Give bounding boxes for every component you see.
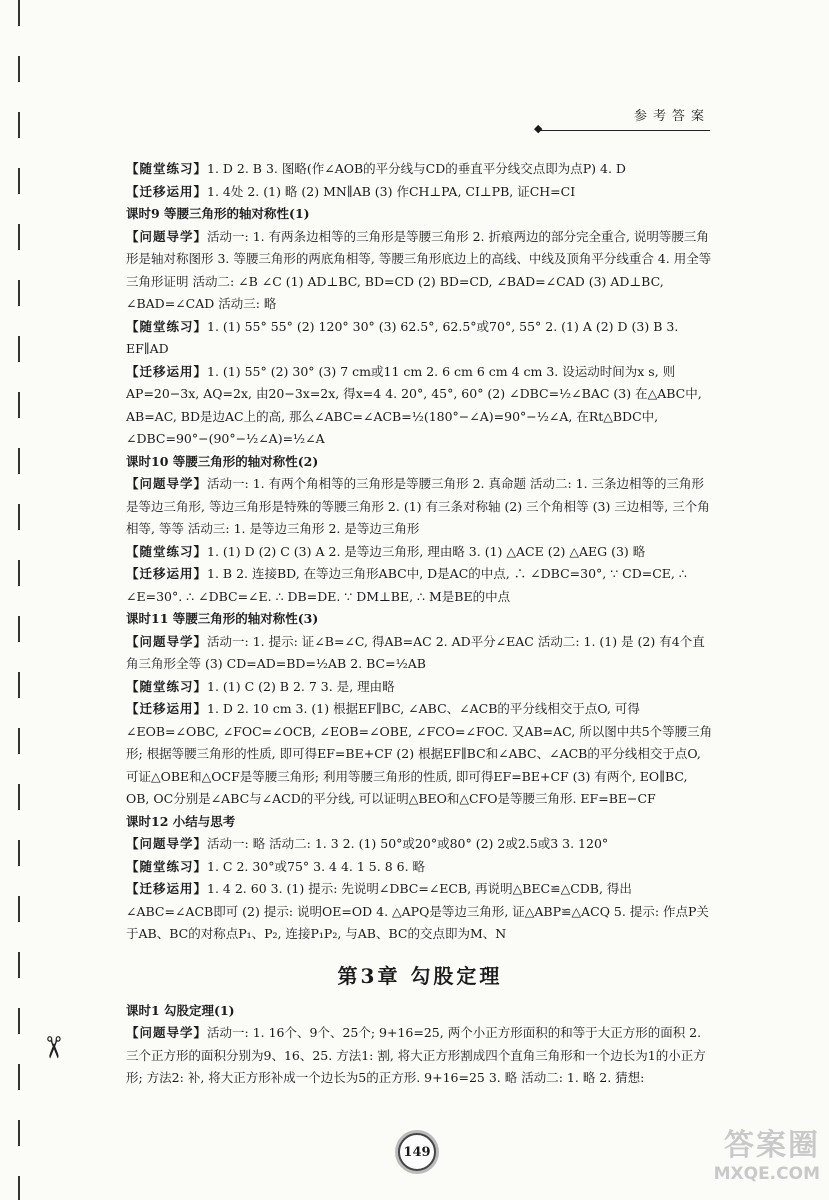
answer-text: 1. (1) C (2) B 2. 7 3. 是, 理由略 [207,678,395,694]
answer-paragraph [126,1022,714,1090]
section-tag: 【迁移运用】 [126,363,208,379]
answer-text: 1. (1) D (2) C (3) A 2. 是等边三角形, 理由略 3. (1) △ACE (2) △AEG (3) 略 [207,543,646,559]
answer-text: 活动一: 略 活动二: 1. 3 2. (1) 50°或20°或80° (2) 2或2.5或3 3. 120° [207,836,609,851]
answer-paragraph [126,833,714,856]
answer-paragraph [126,878,714,946]
section-tag: 【问题导学】 [126,836,208,851]
watermark [690,1120,820,1184]
answer-paragraph [126,631,714,676]
answer-paragraph [126,158,714,181]
section-tag: 【问题导学】 [126,228,208,244]
answer-paragraph [126,563,714,608]
answer-text: 1. B 2. 连接BD, 在等边三角形ABC中, D是AC的中点, ∴ ∠DBC=30°, ∵ CD=CE, ∴ ∠E=30°. ∴ ∠DBC=∠E. ∴ DB=DE. ∵ DM⊥BE, ∴ M是BE的中点 [126,566,687,604]
answer-paragraph [126,473,714,541]
section-tag: 【迁移运用】 [126,183,208,199]
answer-text: 1. 4处 2. (1) 略 (2) MN∥AB (3) 作CH⊥PA, CI⊥PB, 证CH=CI [207,183,576,199]
section-tag: 【随堂练习】 [126,543,208,559]
page-header [540,105,710,131]
section-tag: 【随堂练习】 [126,678,208,694]
page-number: 149 [398,1133,436,1171]
answer-content [126,158,714,1090]
answer-text: 1. C 2. 30°或75° 3. 4 4. 1 5. 8 6. 略 [207,858,426,874]
lesson-heading: 课时10 等腰三角形的轴对称性(2) [126,453,319,469]
section-tag: 【随堂练习】 [126,858,208,874]
answer-text: 1. 4 2. 60 3. (1) 提示: 先说明∠DBC=∠ECB, 再说明△BEC≌△CDB, 得出∠ABC=∠ACB即可 (2) 提示: 说明OE=OD 4. △APQ是等边三角形, 证△ABP≌△ACQ 5. 提示: 作点P关于AB、BC的对称点P₁、P₂, 连接P₁P₂, 与AB、BC的交点即为M、N [126,881,709,941]
answer-text: 活动一: 1. 有两条边相等的三角形是等腰三角形 2. 折痕两边的部分完全重合, 说明等腰三角形是轴对称图形 3. 等腰三角形的两底角相等, 等腰三角形底边上的高线、中线及顶角平分线重合 4. 用全等三角形证明 活动二: ∠B ∠C (1) AD⊥BC, BD=CD (2) BD=CD, ∠BAD=∠CAD (3) AD⊥BC, ∠BAD=∠CAD 活动三: 略 [126,228,712,311]
lesson-heading: 课时12 小结与思考 [126,813,236,829]
answer-paragraph [126,316,714,361]
watermark-url: MXQE.COM [713,1164,820,1184]
answer-text: 活动一: 1. 16个、9个、25个; 9+16=25, 两个小正方形面积的和等于大正方形的面积 2. 三个正方形的面积分别为9、16、25. 方法1: 割, 将大正方形割成四个直角三角形和一个边长为1的小正方形; 方法2: 补, 将大正方形补成一个边长为5的正方形. 9+16=25 3. 略 活动二: 1. 略 2. 猜想: [126,1025,706,1085]
section-tag: 【迁移运用】 [126,566,208,581]
scissors-icon: ✂ [35,1034,71,1061]
lesson-heading: 课时11 等腰三角形的轴对称性(3) [126,611,319,626]
answer-text: 活动一: 1. 提示: 证∠B=∠C, 得AB=AC 2. AD平分∠EAC 活动二: 1. (1) 是 (2) 有4个直角三角形全等 (3) CD=AD=BD=½AB 2. BC=½AB [126,633,705,671]
answer-text: 1. D 2. B 3. 图略(作∠AOB的平分线与CD的垂直平分线交点即为点P) 4. D [207,161,626,176]
header-rule [540,130,710,131]
section-tag: 【随堂练习】 [126,161,208,176]
watermark-logo-text: 答案圈 [724,1128,820,1163]
answer-text: 1. D 2. 10 cm 3. (1) 根据EF∥BC, ∠ABC、∠ACB的平分线相交于点O, 可得∠EOB=∠OBC, ∠FOC=∠OCB, ∠EOB=∠OBE, ∠FCO=∠FOC. 又AB=AC, 所以图中共5个等腰三角形; 根据等腰三角形的性质, 即可得EF=BE+CF (2) 根据EF∥BC和∠ABC、∠ACB的平分线相交于点O, 可证△OBE和△OCF是等腰三角形; 利用等腰三角形的性质, 即可得EF=BE+CF (3) 有两个, EO∥BC, OB, OC分别是∠ABC与∠ACD的平分线, 可以证明△BEO和△CFO是等腰三角形. EF=BE−CF [126,701,713,806]
answer-paragraph [126,226,714,316]
lesson-heading: 课时9 等腰三角形的轴对称性(1) [126,206,310,221]
header-label: 参考答案 [633,109,710,124]
section-tag: 【问题导学】 [126,633,208,649]
lesson-heading: 课时1 勾股定理(1) [126,1002,235,1018]
answer-paragraph [126,676,714,699]
answer-paragraph [126,856,714,879]
answer-paragraph [126,181,714,204]
section-tag: 【迁移运用】 [126,881,208,896]
section-tag: 【问题导学】 [126,1025,208,1040]
answer-paragraph [126,541,714,564]
section-tag: 【随堂练习】 [126,318,208,334]
answer-paragraph [126,361,714,451]
section-tag: 【迁移运用】 [126,701,208,716]
answer-paragraph [126,698,714,811]
answer-text: 1. (1) 55° 55° (2) 120° 30° (3) 62.5°, 62.5°或70°, 55° 2. (1) A (2) D (3) B 3. EF∥AD [126,318,679,356]
cut-line [18,0,20,1200]
answer-text: 1. (1) 55° (2) 30° (3) 7 cm或11 cm 2. 6 cm 6 cm 4 cm 3. 设运动时间为x s, 则AP=20−3x, AQ=2x, 由20−3x=2x, 得x=4 4. 20°, 45°, 60° (2) ∠DBC=½∠BAC (3) 在△ABC中, AB=AC, BD是边AC上的高, 那么∠ABC=∠ACB=½(180°−∠A)=90°−½∠A, 在Rt△BDC中, ∠DBC=90°−(90°−½∠A)=½∠A [126,363,702,446]
chapter-title: 第3章 勾股定理 [337,963,503,988]
answer-text: 活动一: 1. 有两个角相等的三角形是等腰三角形 2. 真命题 活动二: 1. 三条边相等的三角形是等边三角形, 等边三角形是特殊的等腰三角形 2. (1) 有三条对称轴 (2) 三个角相等 (3) 三边相等, 三个角相等, 等等 活动三: 1. 是等边三角形 2. 是等边三角形 [126,476,710,536]
section-tag: 【问题导学】 [126,476,208,491]
